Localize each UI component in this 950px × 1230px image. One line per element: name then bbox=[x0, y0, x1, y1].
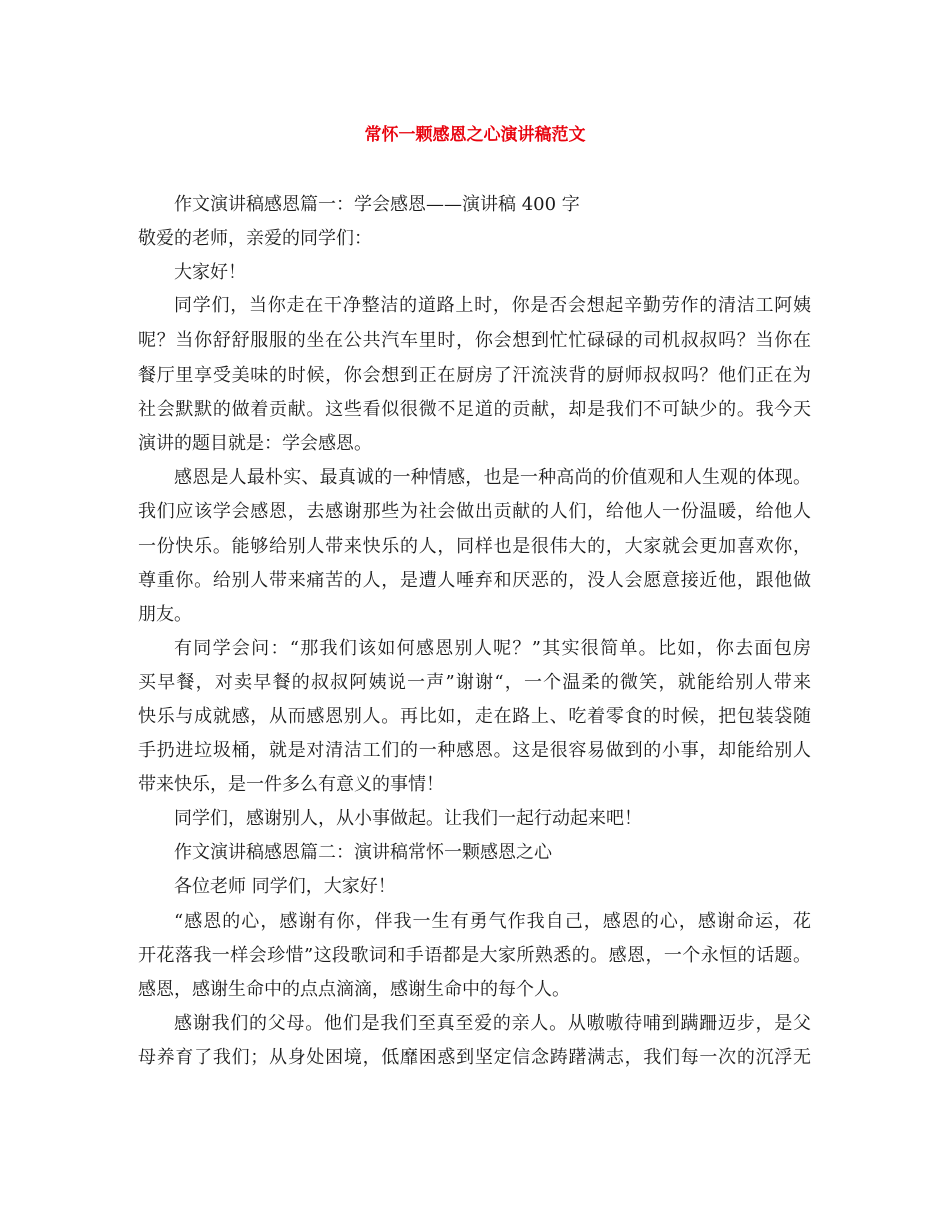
text-line: 尊重你。给别人带来痛苦的人，是遭人唾弃和厌恶的，没人会愿意接近他，跟他做 bbox=[138, 570, 811, 591]
text-line: 社会默默的做着贡献。这些看似很微不足道的贡献，却是我们不可缺少的。我今天 bbox=[138, 399, 811, 420]
text-line: 感恩是人最朴实、最真诚的一种情感，也是一种高尚的价值观和人生观的体现。 bbox=[174, 467, 811, 488]
text-line: 作文演讲稿感恩篇一：学会感恩——演讲稿 400 字 bbox=[174, 194, 580, 215]
text-line: “感恩的心，感谢有你，伴我一生有勇气作我自己，感恩的心，感谢命运，花 bbox=[174, 911, 811, 932]
text-line: 敬爱的老师，亲爱的同学们： bbox=[138, 228, 372, 249]
text-line: 作文演讲稿感恩篇二：演讲稿常怀一颗感恩之心 bbox=[174, 842, 552, 863]
text-line: 有同学会问：“那我们该如何感恩别人呢？”其实很简单。比如，你去面包房 bbox=[174, 638, 811, 659]
text-line: 各位老师 同学们，大家好！ bbox=[174, 876, 396, 897]
text-line: 感谢我们的父母。他们是我们至真至爱的亲人。从嗷嗷待哺到蹒跚迈步，是父 bbox=[174, 1013, 811, 1034]
text-line: 呢？当你舒舒服服的坐在公共汽车里时，你会想到忙忙碌碌的司机叔叔吗？当你在 bbox=[138, 330, 811, 351]
text-line: 同学们，当你走在干净整洁的道路上时，你是否会想起辛勤劳作的清洁工阿姨 bbox=[174, 295, 811, 316]
text-line: 母养育了我们；从身处困境，低靡困惑到坚定信念踌躇满志，我们每一次的沉浮无 bbox=[138, 1047, 811, 1068]
text-line: 手扔进垃圾桶，就是对清洁工们的一种感恩。这是很容易做到的小事，却能给别人 bbox=[138, 740, 811, 761]
text-line: 开花落我一样会珍惜”这段歌词和手语都是大家所熟悉的。感恩，一个永恒的话题。 bbox=[138, 945, 811, 966]
text-line: 带来快乐，是一件多么有意义的事情！ bbox=[138, 774, 444, 795]
text-line: 大家好！ bbox=[174, 262, 246, 283]
text-line: 感恩，感谢生命中的点点滴滴，感谢生命中的每个人。 bbox=[138, 979, 570, 1000]
text-line: 买早餐，对卖早餐的叔叔阿姨说一声”谢谢“，一个温柔的微笑，就能给别人带来 bbox=[138, 672, 811, 693]
text-line: 朋友。 bbox=[138, 604, 192, 625]
text-line: 快乐与成就感，从而感恩别人。再比如，走在路上、吃着零食的时候，把包装袋随 bbox=[138, 706, 811, 727]
text-line: 同学们，感谢别人，从小事做起。让我们一起行动起来吧！ bbox=[174, 808, 642, 829]
text-line: 餐厅里享受美味的时候，你会想到正在厨房了汗流浃背的厨师叔叔吗？他们正在为 bbox=[138, 365, 811, 386]
text-line: 我们应该学会感恩，去感谢那些为社会做出贡献的人们，给他人一份温暖，给他人 bbox=[138, 501, 811, 522]
text-line: 一份快乐。能够给别人带来快乐的人，同样也是很伟大的，大家就会更加喜欢你， bbox=[138, 536, 811, 557]
text-line: 演讲的题目就是：学会感恩。 bbox=[138, 433, 372, 454]
document-title: 常怀一颗感恩之心演讲稿范文 bbox=[364, 125, 586, 145]
